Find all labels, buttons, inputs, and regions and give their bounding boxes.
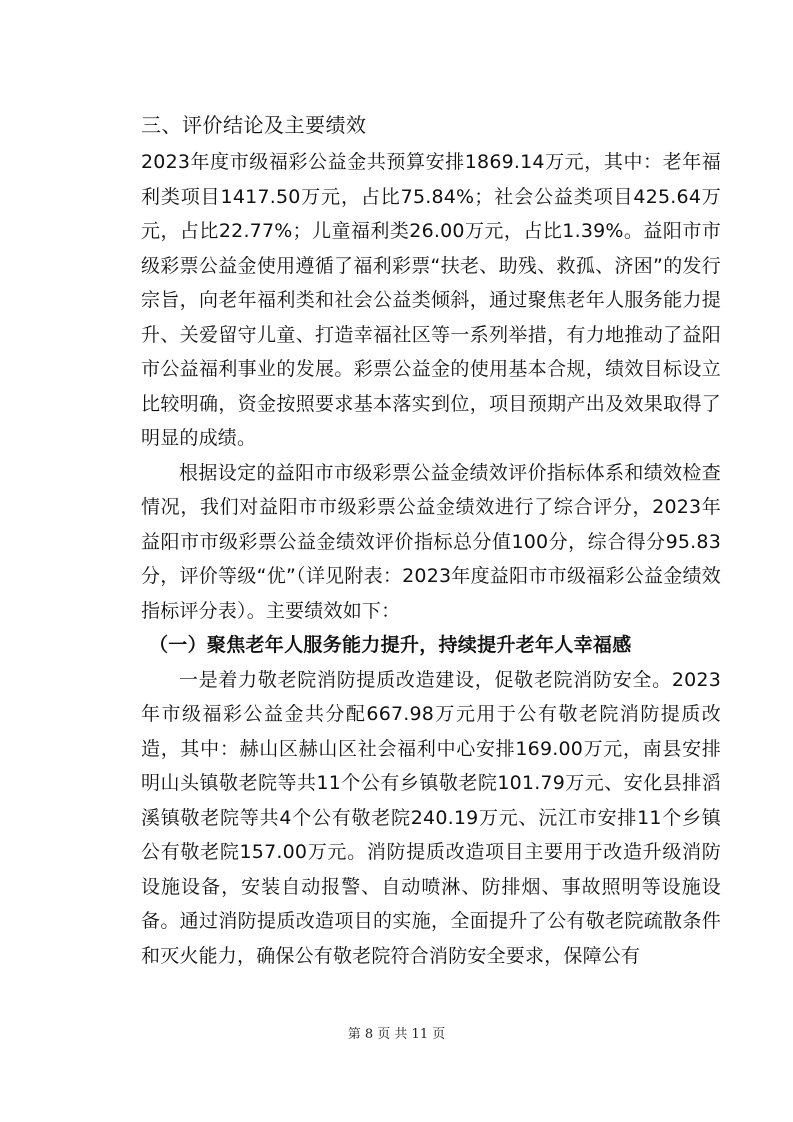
paragraph-evaluation: 根据设定的益阳市市级彩票公益金绩效评价指标体系和绩效检查情况，我们对益阳市市级彩票公益金绩效进行了综合评分，2023年益阳市市级彩票公益金绩效评价指标总分值100分，综合得分95.83分，评价等级“优”（详见附表：2023年度益阳市市级福彩公益金绩效指标评分表）。主要绩效如下： — [141, 461, 721, 622]
subheading-elderly-services: （一）聚焦老年人服务能力提升，持续提升老年人幸福感 — [149, 634, 632, 656]
paragraph-summary: 2023年度市级福彩公益金共预算安排1869.14万元，其中：老年福利类项目1417.50万元，占比75.84%；社会公益类项目425.64万元，占比22.77%；儿童福利类26.00万元，占比1.39%。益阳市市级彩票公益金使用遵循了福利彩票“扶老、助残、救孤、济困”的发行宗旨，向老年福利类和社会公益类倾斜，通过聚焦老年人服务能力提升、关爱留守儿童、打造幸福社区等一系列举措，有力地推动了益阳市公益福利事业的发展。彩票公益金的使用基本合规，绩效目标设立比较明确，资金按照要求基本落实到位，项目预期产出及效果取得了明显的成绩。 — [141, 151, 721, 449]
page-footer: 第 8 页 共 11 页 — [347, 1027, 446, 1042]
paragraph-fire-safety: 一是着力敬老院消防提质改造建设，促敬老院消防安全。2023年市级福彩公益金共分配667.98万元用于公有敬老院消防提质改造，其中：赫山区赫山区社会福利中心安排169.00万元，南县安排明山头镇敬老院等共11个公有乡镇敬老院101.79万元、安化县排滔溪镇敬老院等共4个公有敬老院240.19万元、沅江市安排11个乡镇公有敬老院157.00万元。消防提质改造项目主要用于改造升级消防设施设备，安装自动报警、自动喷淋、防排烟、事故照明等设施设备。通过消防提质改造项目的实施，全面提升了公有敬老院疏散条件和灭火能力，确保公有敬老院符合消防安全要求，保障公有 — [141, 668, 721, 967]
page-content — [141, 108, 721, 973]
section-heading: 三、评价结论及主要绩效 — [141, 113, 367, 137]
